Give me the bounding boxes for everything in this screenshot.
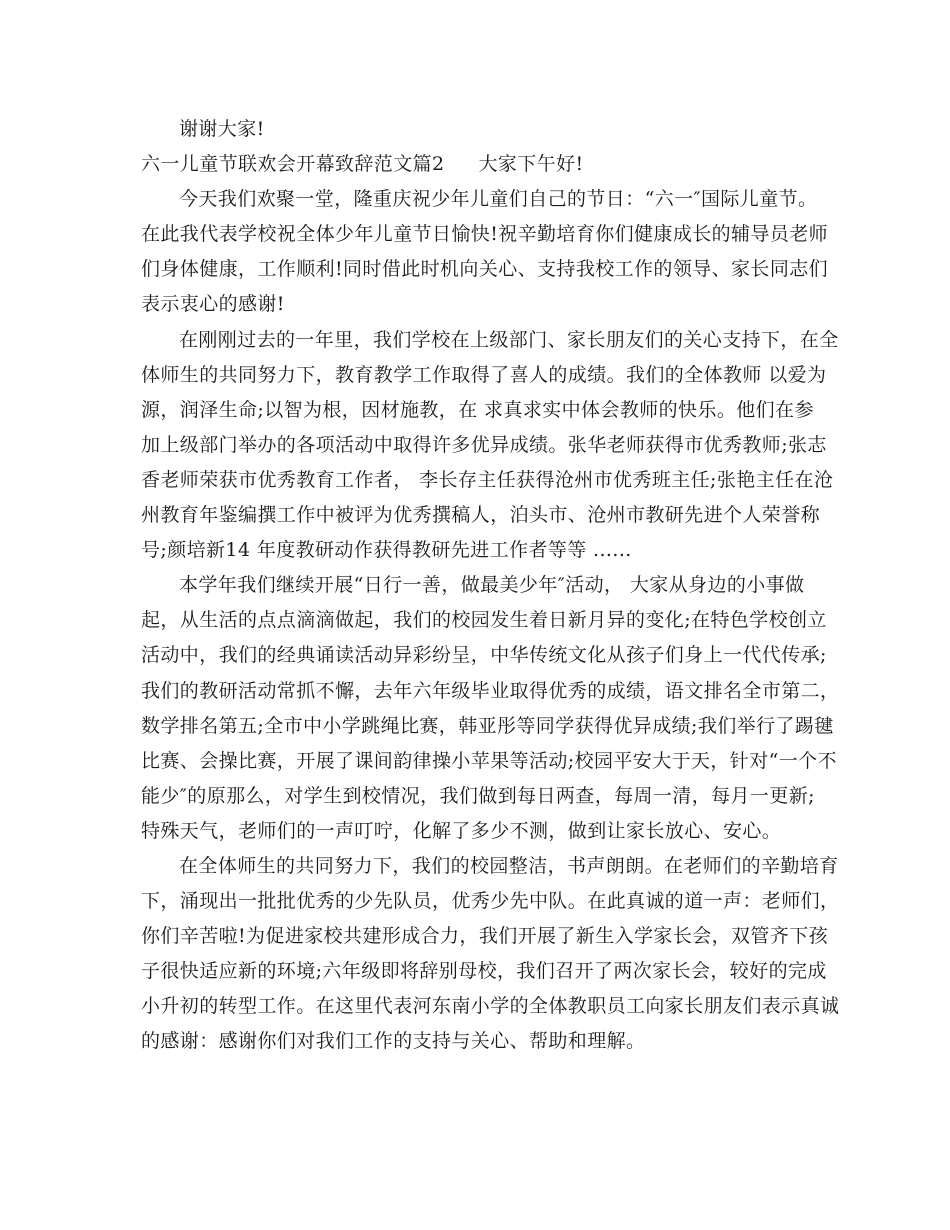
paragraph-line: 本学年我们继续开展“日行一善，做最美少年″活动， 大家从身边的小事做: [179, 574, 805, 597]
paragraph-line: 在刚刚过去的一年里，我们学校在上级部门、家长朋友们的关心支持下，在全: [179, 328, 839, 351]
paragraph-line: 下，涌现出一批批优秀的少先队员，优秀少先中队。在此真诚的道一声：老师们，: [141, 890, 840, 913]
document-body: [141, 112, 840, 1060]
paragraph-line: 的感谢：感谢你们对我们工作的支持与关心、帮助和理解。: [141, 1030, 646, 1053]
paragraph-line: 体师生的共同努力下，教育教学工作取得了喜人的成绩。我们的全体教师 以爱为: [141, 363, 827, 386]
paragraph-line: 能少″的原那么，对学生到校情况，我们做到每日两查，每周一清，每月一更新;: [141, 784, 815, 807]
paragraph-line: 号;颜培新14 年度教研动作获得教研先进工作者等等 ......: [141, 539, 632, 562]
paragraph-line: 表示衷心的感谢!: [141, 293, 285, 316]
closing-line: 谢谢大家!: [179, 118, 265, 140]
paragraph: [141, 568, 840, 849]
paragraph-line: 在此我代表学校祝全体少年儿童节日愉快!祝辛勤培育你们健康成长的辅导员老师: [141, 223, 829, 246]
section-title: 六一儿童节联欢会开幕致辞范文篇2: [141, 153, 445, 176]
paragraph-line: 你们辛苦啦!为促进家校共建形成合力，我们开展了新生入学家长会，双管齐下孩: [141, 925, 829, 948]
greeting: 大家下午好!: [478, 153, 584, 176]
paragraph-line: 比赛、会操比赛，开展了课间韵律操小苹果等活动;校园平安大于天，针对“一个不: [141, 749, 837, 772]
paragraph: [141, 182, 829, 322]
paragraph-line: 今天我们欢聚一堂，隆重庆祝少年儿童们自己的节日：“六一″国际儿童节。: [179, 188, 818, 211]
paragraph-line: 活动中，我们的经典诵读活动异彩纷呈，中华传统文化从孩子们身上一代代传承;: [141, 644, 827, 667]
section-heading: [141, 147, 817, 182]
paragraph-line: 起，从生活的点点滴滴做起，我们的校园发生着日新月异的变化;在特色学校创立: [141, 609, 827, 632]
paragraph-line: 数学排名第五;全市中小学跳绳比赛，韩亚彤等同学获得优异成绩;我们举行了踢毽: [141, 714, 834, 737]
paragraph-line: 子很快适应新的环境;六年级即将辞别母校，我们召开了两次家长会，较好的完成: [141, 960, 827, 983]
paragraph-line: 小升初的转型工作。在这里代表河东南小学的全体教职员工向家长朋友们表示真诚: [141, 995, 840, 1018]
paragraph-line: 源，润泽生命;以智为根，因材施教，在 求真求实中体会教师的快乐。他们在参: [141, 398, 814, 421]
paragraph-line: 在全体师生的共同努力下，我们的校园整洁，书声朗朗。在老师们的辛勤培育: [179, 854, 839, 877]
paragraph-line: 我们的教研活动常抓不懈，去年六年级毕业取得优秀的成绩，语文排名全市第二，: [141, 679, 840, 702]
paragraph: [141, 323, 839, 569]
paragraph-line: 州教育年鉴编撰工作中被评为优秀撰稿人，泊头市、沧州市教研先进个人荣誉称: [141, 504, 821, 527]
paragraph-line: 特殊天气，老师们的一声叮咛，化解了多少不测，做到让家长放心、安心。: [141, 819, 782, 842]
paragraph-line: 们身体健康，工作顺利!同时借此时机向关心、支持我校工作的领导、家长同志们: [141, 258, 829, 281]
paragraph: [141, 849, 840, 1060]
paragraph-line: 加上级部门举办的各项活动中取得许多优异成绩。张华老师获得市优秀教师;张志: [141, 433, 827, 456]
paragraph-line: 香老师荣获市优秀教育工作者， 李长存主任获得沧州市优秀班主任;张艳主任在沧: [141, 468, 834, 491]
